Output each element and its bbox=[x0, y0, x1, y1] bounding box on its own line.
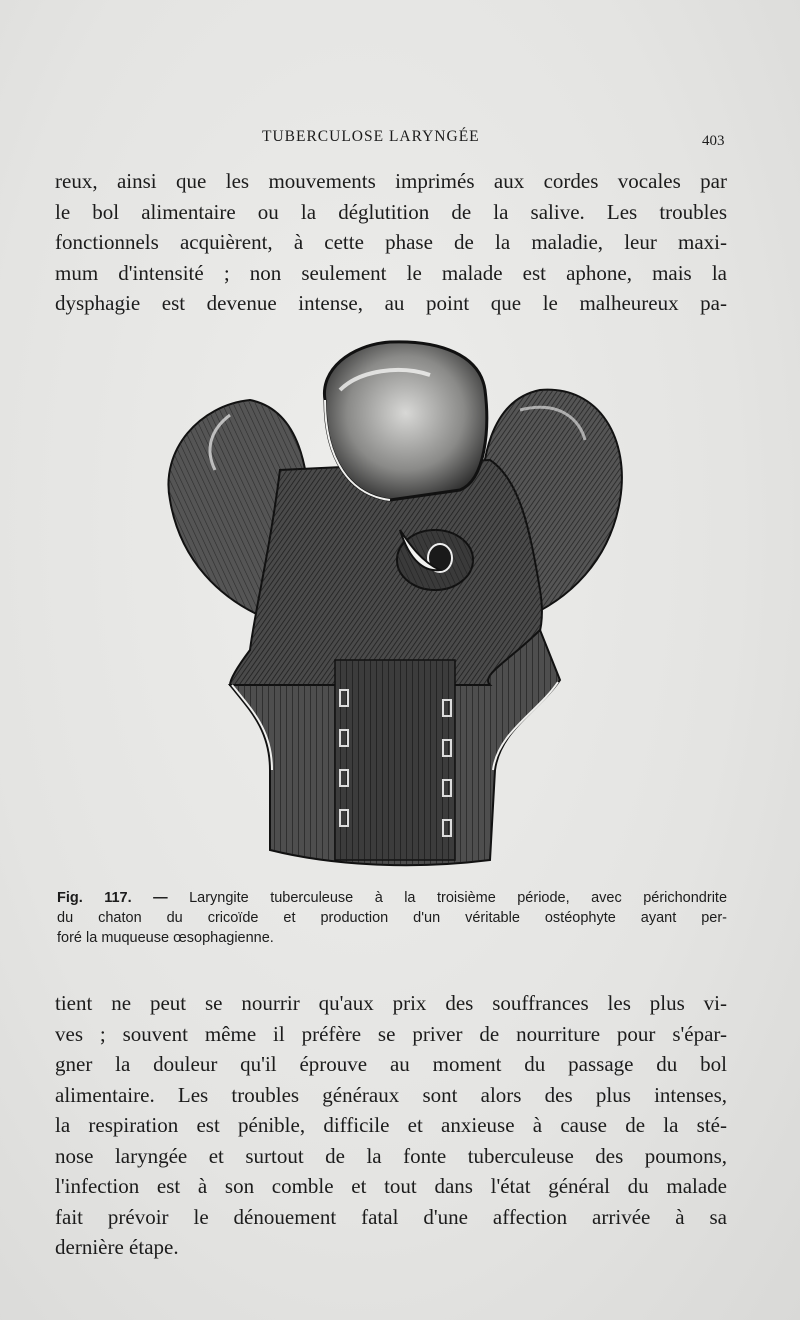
paragraph-line: dernière étape. bbox=[55, 1235, 179, 1259]
figure-label: Fig. 117. — bbox=[57, 890, 168, 906]
caption-line: foré la muqueuse œsophagienne. bbox=[57, 930, 274, 946]
paragraph-line: alimentaire. Les troubles généraux sont alors des plus intenses, bbox=[55, 1082, 727, 1107]
paragraph-line: le bol alimentaire ou la déglutition de la salive. Les troubles bbox=[55, 199, 727, 224]
figure-caption bbox=[57, 888, 727, 948]
paragraph-line: fonctionnels acquièrent, à cette phase de la maladie, leur maxi- bbox=[55, 230, 727, 254]
paragraph-bottom bbox=[55, 988, 727, 1263]
paragraph-line: nose laryngée et surtout de la fonte tuberculeuse des poumons, bbox=[55, 1143, 727, 1168]
paragraph-line: dysphagie est devenue intense, au point que le malheureux pa- bbox=[55, 291, 727, 315]
paragraph-line: l'infection est à son comble et tout dans l'état général du malade bbox=[55, 1174, 727, 1198]
epiglottis-dome bbox=[324, 342, 486, 500]
page-number: 403 bbox=[702, 133, 725, 149]
caption-line: du chaton du cricoïde et production d'un véritable ostéophyte ayant per- bbox=[57, 910, 727, 926]
running-head: TUBERCULOSE LARYNGÉE bbox=[262, 128, 480, 145]
paragraph-line: fait prévoir le dénouement fatal d'une affection arrivée à sa bbox=[55, 1204, 727, 1229]
paragraph-top bbox=[55, 166, 727, 319]
paragraph-line: la respiration est pénible, difficile et anxieuse à cause de la sté- bbox=[55, 1113, 727, 1137]
paragraph-line: tient ne peut se nourrir qu'aux prix des souffrances les plus vi- bbox=[55, 991, 727, 1015]
caption-line bbox=[57, 888, 727, 908]
paragraph-line: reux, ainsi que les mouvements imprimés aux cordes vocales par bbox=[55, 169, 727, 193]
paragraph-line: ves ; souvent même il préfère se priver de nourriture pour s'épar- bbox=[55, 1021, 727, 1046]
anatomical-engraving bbox=[160, 330, 640, 880]
paragraph-line: mum d'intensité ; non seulement le malade est aphone, mais la bbox=[55, 260, 727, 285]
paragraph-line: gner la douleur qu'il éprouve au moment du passage du bol bbox=[55, 1052, 727, 1076]
caption-text: Laryngite tuberculeuse à la troisième période, avec périchondrite bbox=[189, 890, 728, 906]
